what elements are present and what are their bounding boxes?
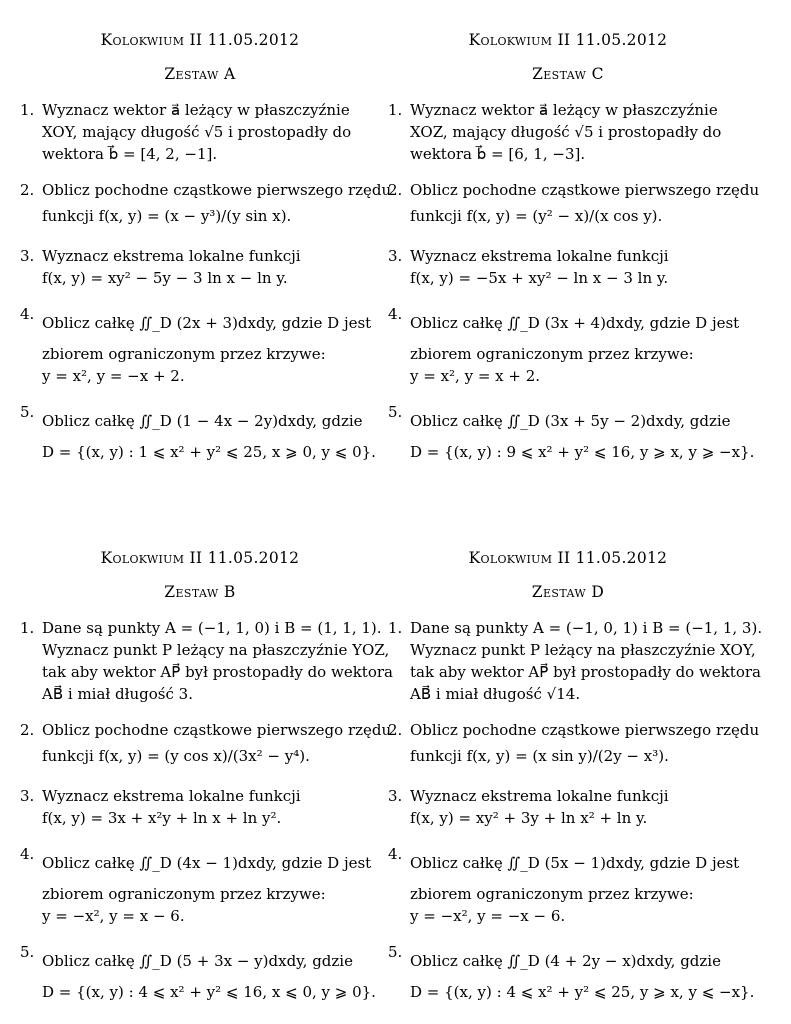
task-3 <box>388 245 748 289</box>
task-line: Wyznacz ekstrema lokalne funkcji <box>410 247 669 265</box>
task-line: D = {(x, y) : 4 ⩽ x² + y² ⩽ 25, y ⩾ x, y ⩽ −x}. <box>410 983 755 1001</box>
task-number: 5. <box>388 943 403 961</box>
task-line: wektora b⃗ = [6, 1, −3]. <box>410 145 586 163</box>
task-1 <box>388 617 763 705</box>
task-2 <box>388 179 760 231</box>
task-line: y = −x², y = −x − 6. <box>410 907 566 925</box>
task-line: AB⃗ i miał długość 3. <box>42 685 193 703</box>
task-4 <box>20 303 380 387</box>
task-line: Wyznacz punkt P leżący na płaszczyźnie YOZ, <box>42 641 390 659</box>
task-4 <box>388 843 748 927</box>
task-line: XOZ, mający długość √5 i prostopadły do <box>410 123 722 141</box>
task-line: f(x, y) = 3x + x²y + ln x + ln y². <box>42 809 282 827</box>
task-line: Oblicz pochodne cząstkowe pierwszego rzędu <box>410 721 760 739</box>
task-number: 5. <box>20 943 35 961</box>
task-2 <box>388 719 760 771</box>
task-line: Oblicz całkę ∬_D (5 + 3x − y)dxdy, gdzie <box>42 952 353 970</box>
exam-title: Kolokwium II 11.05.2012 <box>468 549 668 567</box>
task-line: D = {(x, y) : 9 ⩽ x² + y² ⩽ 16, y ⩾ x, y ⩾ −x}. <box>410 443 755 461</box>
task-number: 2. <box>388 721 403 739</box>
task-number: 1. <box>388 619 403 637</box>
task-line: Wyznacz ekstrema lokalne funkcji <box>410 787 669 805</box>
task-3 <box>20 785 380 829</box>
task-number: 2. <box>388 181 403 199</box>
exam-set-label: Zestaw A <box>164 65 236 83</box>
task-number: 1. <box>20 101 35 119</box>
task-number: 4. <box>388 305 403 323</box>
task-number: 5. <box>20 403 35 421</box>
task-number: 3. <box>20 247 35 265</box>
task-line: wektora b⃗ = [4, 2, −1]. <box>42 145 218 163</box>
task-line: tak aby wektor AP⃗ był prostopadły do wektora <box>42 663 393 681</box>
task-5 <box>388 941 755 1003</box>
task-line: funkcji f(x, y) = (x sin y)/(2y − x³). <box>410 747 669 765</box>
task-5 <box>20 941 380 1003</box>
task-number: 4. <box>388 845 403 863</box>
task-line: f(x, y) = −5x + xy² − ln x − 3 ln y. <box>410 269 669 287</box>
task-line: zbiorem ograniczonym przez krzywe: <box>42 345 326 363</box>
task-line: zbiorem ograniczonym przez krzywe: <box>410 345 694 363</box>
task-number: 4. <box>20 845 35 863</box>
task-line: Wyznacz ekstrema lokalne funkcji <box>42 247 301 265</box>
exam-set-label: Zestaw B <box>164 583 236 601</box>
task-line: XOY, mający długość √5 i prostopadły do <box>42 123 352 141</box>
task-number: 3. <box>388 787 403 805</box>
task-number: 1. <box>388 101 403 119</box>
task-number: 3. <box>20 787 35 805</box>
task-line: Oblicz pochodne cząstkowe pierwszego rzędu <box>410 181 760 199</box>
task-line: Wyznacz wektor a⃗ leżący w płaszczyźnie <box>42 101 350 119</box>
task-line: D = {(x, y) : 4 ⩽ x² + y² ⩽ 16, x ⩽ 0, y ⩾ 0}. <box>42 983 376 1001</box>
task-number: 3. <box>388 247 403 265</box>
task-3 <box>388 785 748 829</box>
exam-set-label: Zestaw C <box>532 65 604 83</box>
task-line: zbiorem ograniczonym przez krzywe: <box>410 885 694 903</box>
task-line: Oblicz pochodne cząstkowe pierwszego rzędu <box>42 181 392 199</box>
task-line: Oblicz pochodne cząstkowe pierwszego rzędu <box>42 721 392 739</box>
task-5 <box>20 401 380 463</box>
task-2 <box>20 719 392 771</box>
exam-sheet-zestaw-d <box>388 548 763 1017</box>
exam-set-label: Zestaw D <box>531 583 605 601</box>
exam-sheet-zestaw-c <box>388 30 760 477</box>
task-line: funkcji f(x, y) = (y cos x)/(3x² − y⁴). <box>42 747 310 765</box>
task-2 <box>20 179 392 231</box>
task-line: Oblicz całkę ∬_D (1 − 4x − 2y)dxdy, gdzie <box>42 412 363 430</box>
task-line: y = x², y = x + 2. <box>410 367 541 385</box>
task-line: AB⃗ i miał długość √14. <box>410 685 581 703</box>
task-number: 2. <box>20 721 35 739</box>
exam-title: Kolokwium II 11.05.2012 <box>100 549 300 567</box>
task-3 <box>20 245 380 289</box>
task-line: tak aby wektor AP⃗ był prostopadły do wektora <box>410 663 761 681</box>
task-line: f(x, y) = xy² + 3y + ln x² + ln y. <box>410 809 648 827</box>
task-line: y = x², y = −x + 2. <box>42 367 185 385</box>
task-1 <box>20 99 380 165</box>
task-1 <box>388 99 748 165</box>
task-4 <box>388 303 748 387</box>
task-line: Wyznacz punkt P leżący na płaszczyźnie XOY, <box>410 641 756 659</box>
task-line: Oblicz całkę ∬_D (3x + 5y − 2)dxdy, gdzie <box>410 412 731 430</box>
task-number: 4. <box>20 305 35 323</box>
task-line: Oblicz całkę ∬_D (3x + 4)dxdy, gdzie D jest <box>410 314 740 332</box>
task-line: y = −x², y = x − 6. <box>42 907 185 925</box>
exam-sheet-zestaw-a <box>20 30 392 477</box>
task-line: Wyznacz wektor a⃗ leżący w płaszczyźnie <box>410 101 718 119</box>
task-line: Wyznacz ekstrema lokalne funkcji <box>42 787 301 805</box>
task-number: 5. <box>388 403 403 421</box>
exam-title: Kolokwium II 11.05.2012 <box>100 31 300 49</box>
task-line: Oblicz całkę ∬_D (4x − 1)dxdy, gdzie D jest <box>42 854 372 872</box>
exam-sheet-zestaw-b <box>20 548 393 1017</box>
task-line: f(x, y) = xy² − 5y − 3 ln x − ln y. <box>42 269 288 287</box>
task-line: Oblicz całkę ∬_D (2x + 3)dxdy, gdzie D jest <box>42 314 372 332</box>
task-line: Dane są punkty A = (−1, 1, 0) i B = (1, 1, 1). <box>42 619 382 637</box>
task-line: D = {(x, y) : 1 ⩽ x² + y² ⩽ 25, x ⩾ 0, y ⩽ 0}. <box>42 443 376 461</box>
exam-title: Kolokwium II 11.05.2012 <box>468 31 668 49</box>
task-number: 2. <box>20 181 35 199</box>
task-line: funkcji f(x, y) = (x − y³)/(y sin x). <box>42 207 292 225</box>
task-line: zbiorem ograniczonym przez krzywe: <box>42 885 326 903</box>
task-number: 1. <box>20 619 35 637</box>
task-1 <box>20 617 393 705</box>
task-line: Dane są punkty A = (−1, 0, 1) i B = (−1, 1, 3). <box>410 619 763 637</box>
task-5 <box>388 401 755 463</box>
task-line: Oblicz całkę ∬_D (4 + 2y − x)dxdy, gdzie <box>410 952 721 970</box>
task-line: funkcji f(x, y) = (y² − x)/(x cos y). <box>410 207 663 225</box>
task-line: Oblicz całkę ∬_D (5x − 1)dxdy, gdzie D jest <box>410 854 740 872</box>
task-4 <box>20 843 380 927</box>
